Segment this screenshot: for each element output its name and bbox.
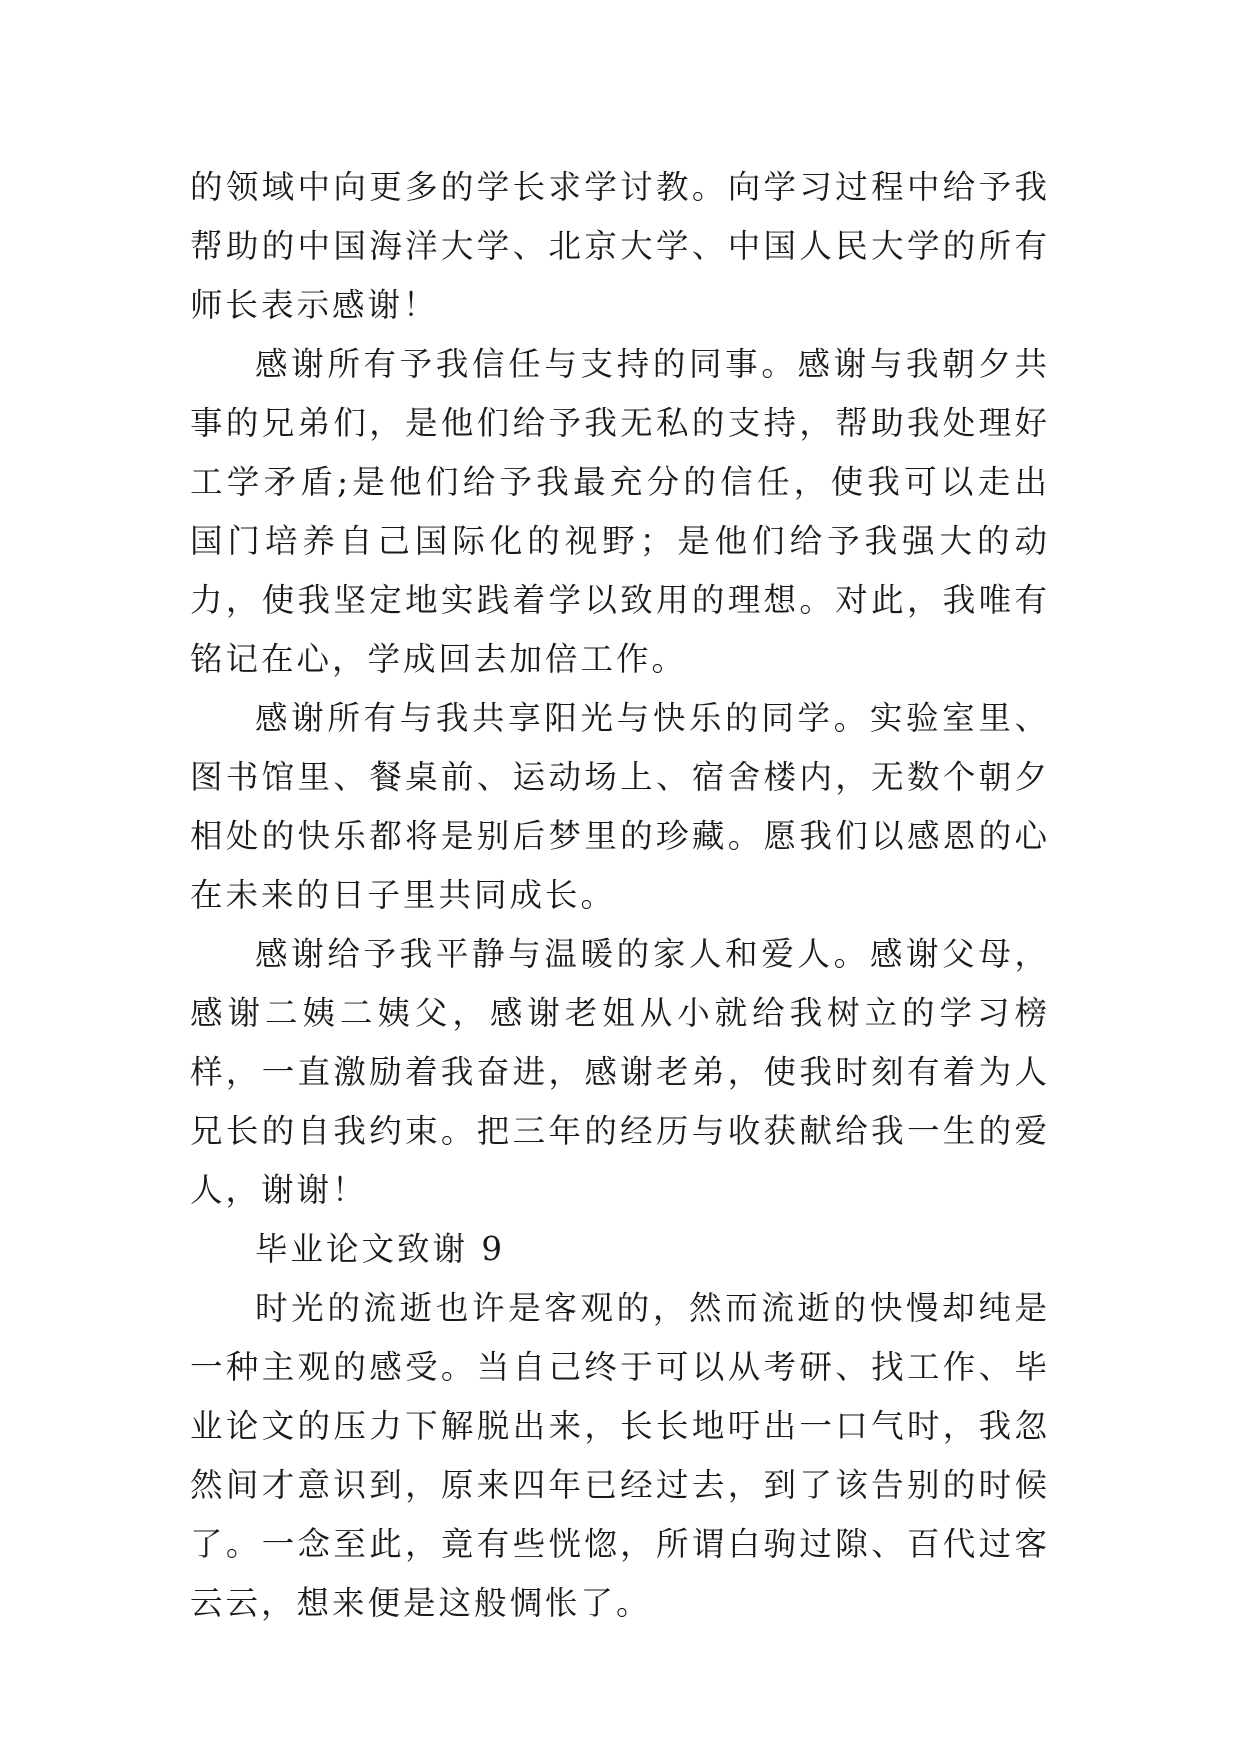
paragraph: 感谢所有与我共享阳光与快乐的同学。实验室里、图书馆里、餐桌前、运动场上、宿舍楼内，无数个朝夕相处的快乐都将是别后梦里的珍藏。愿我们以感恩的心在未来的日子里共同成长。 xyxy=(190,699,1050,914)
document-body xyxy=(190,158,1050,1633)
paragraph: 时光的流逝也许是客观的，然而流逝的快慢却纯是一种主观的感受。当自己终于可以从考研、找工作、毕业论文的压力下解脱出来，长长地吁出一口气时，我忽然间才意识到，原来四年已经过去，到了该告别的时候了。一念至此，竟有些恍惚，所谓白驹过隙、百代过客云云，想来便是这般惆怅了。 xyxy=(190,1289,1050,1622)
section-heading: 毕业论文致谢 9 xyxy=(255,1230,506,1268)
paragraph: 感谢所有予我信任与支持的同事。感谢与我朝夕共事的兄弟们，是他们给予我无私的支持，帮助我处理好工学矛盾;是他们给予我最充分的信任，使我可以走出国门培养自己国际化的视野；是他们给予我强大的动力，使我坚定地实践着学以致用的理想。对此，我唯有铭记在心，学成回去加倍工作。 xyxy=(190,345,1050,678)
paragraph: 的领域中向更多的学长求学讨教。向学习过程中给予我帮助的中国海洋大学、北京大学、中国人民大学的所有师长表示感谢！ xyxy=(190,168,1050,324)
paragraph: 感谢给予我平静与温暖的家人和爱人。感谢父母，感谢二姨二姨父，感谢老姐从小就给我树立的学习榜样，一直激励着我奋进，感谢老弟，使我时刻有着为人兄长的自我约束。把三年的经历与收获献给我一生的爱人，谢谢！ xyxy=(190,935,1050,1209)
